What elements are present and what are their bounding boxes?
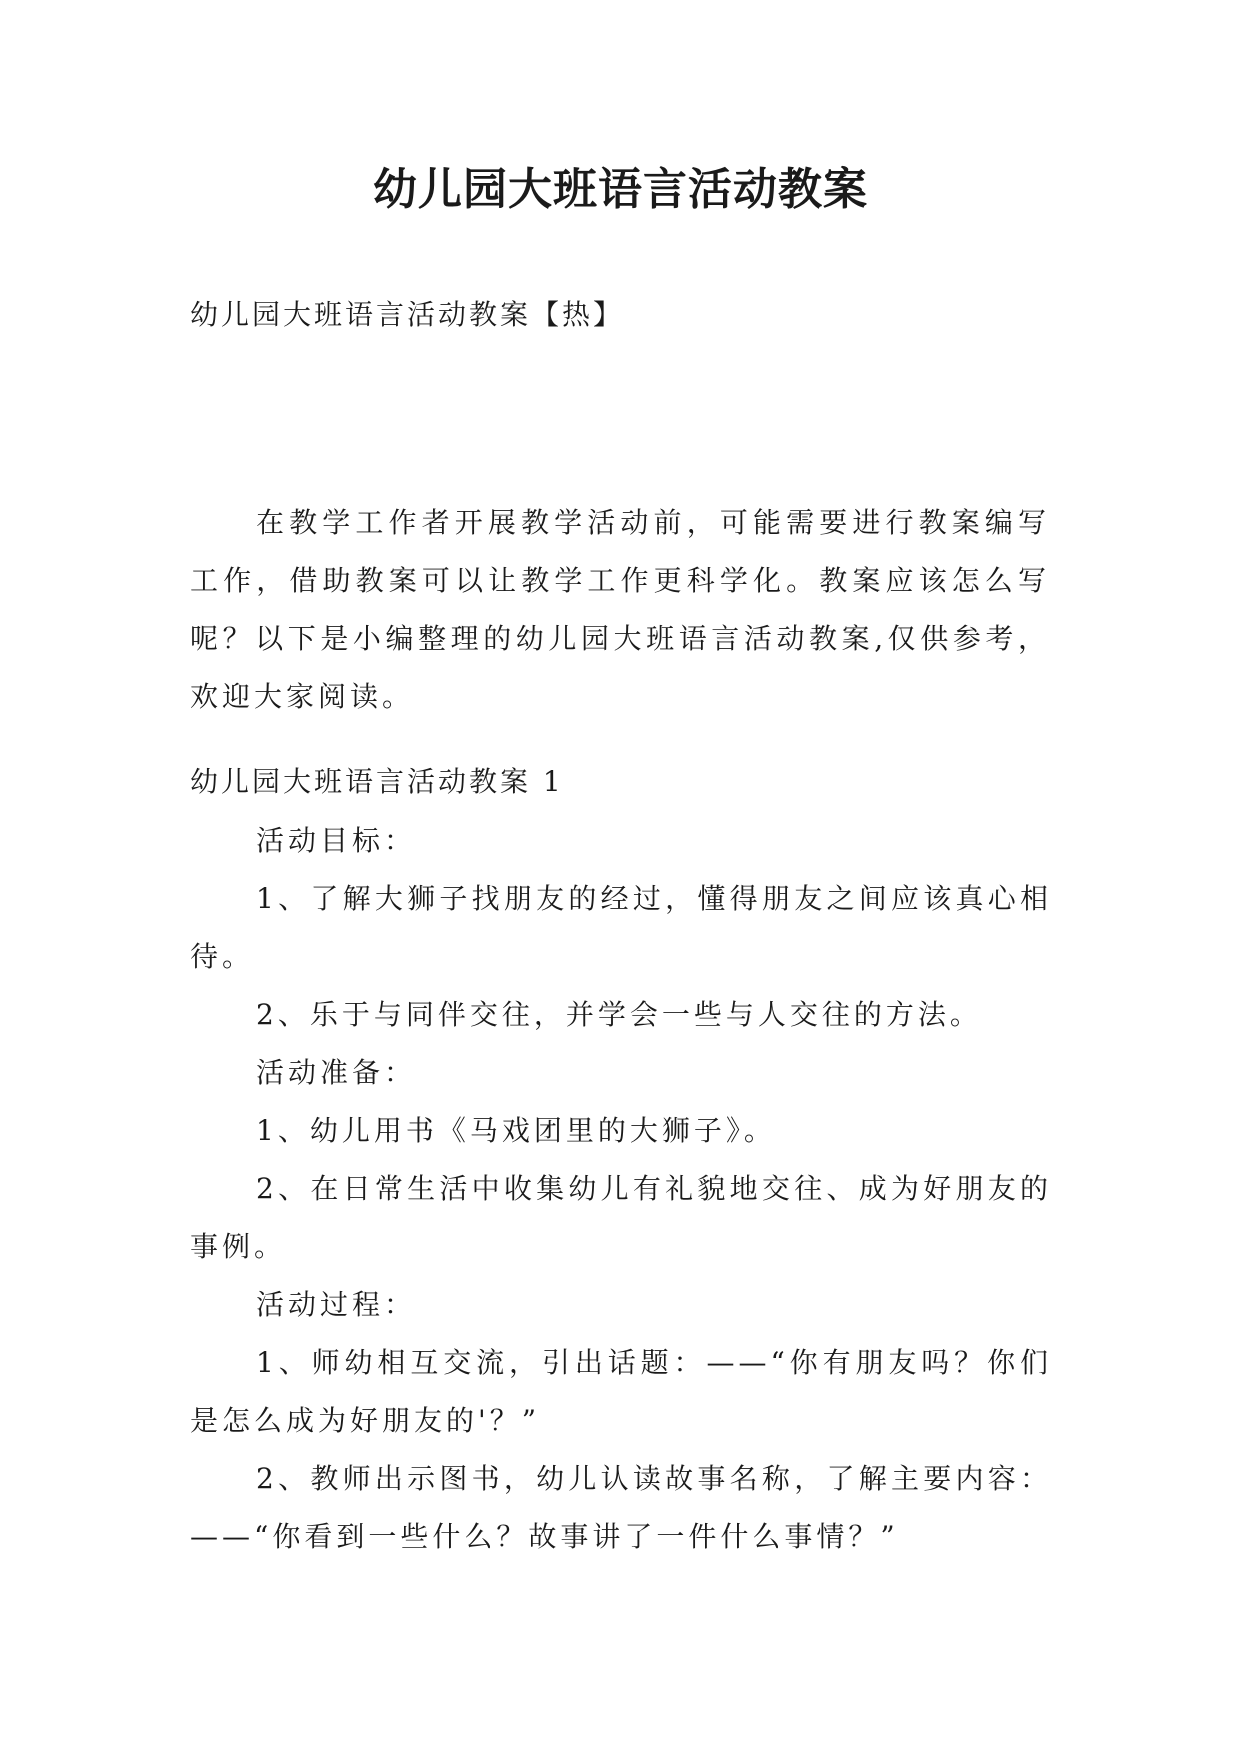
intro-paragraph: 在教学工作者开展教学活动前，可能需要进行教案编写工作，借助教案可以让教学工作更科学化。教案应该怎么写呢？以下是小编整理的幼儿园大班语言活动教案,仅供参考，欢迎大家阅读。 — [190, 506, 1050, 713]
process-item-1: 1、师幼相互交流，引出话题：——“你有朋友吗？你们是怎么成为好朋友的'？” — [190, 1346, 1052, 1437]
goal-item-2: 2、乐于与同伴交往，并学会一些与人交往的方法。 — [256, 998, 982, 1031]
process-item-2: 2、教师出示图书，幼儿认读故事名称，了解主要内容：——“你看到一些什么？故事讲了一件什么事情？” — [190, 1462, 1052, 1553]
heading-activity-process: 活动过程： — [256, 1288, 417, 1321]
heading-activity-preparation: 活动准备： — [256, 1056, 417, 1089]
preparation-item-2: 2、在日常生活中收集幼儿有礼貌地交往、成为好朋友的事例。 — [190, 1172, 1052, 1263]
document-title: 幼儿园大班语言活动教案 — [373, 164, 868, 215]
goal-item-1: 1、了解大狮子找朋友的经过，懂得朋友之间应该真心相待。 — [190, 882, 1052, 973]
heading-activity-goals: 活动目标： — [256, 824, 417, 857]
document-subtitle: 幼儿园大班语言活动教案【热】 — [190, 298, 625, 331]
section-title: 幼儿园大班语言活动教案 1 — [190, 765, 564, 798]
preparation-item-1: 1、幼儿用书《马戏团里的大狮子》。 — [256, 1114, 776, 1147]
section-body — [190, 812, 1052, 1566]
